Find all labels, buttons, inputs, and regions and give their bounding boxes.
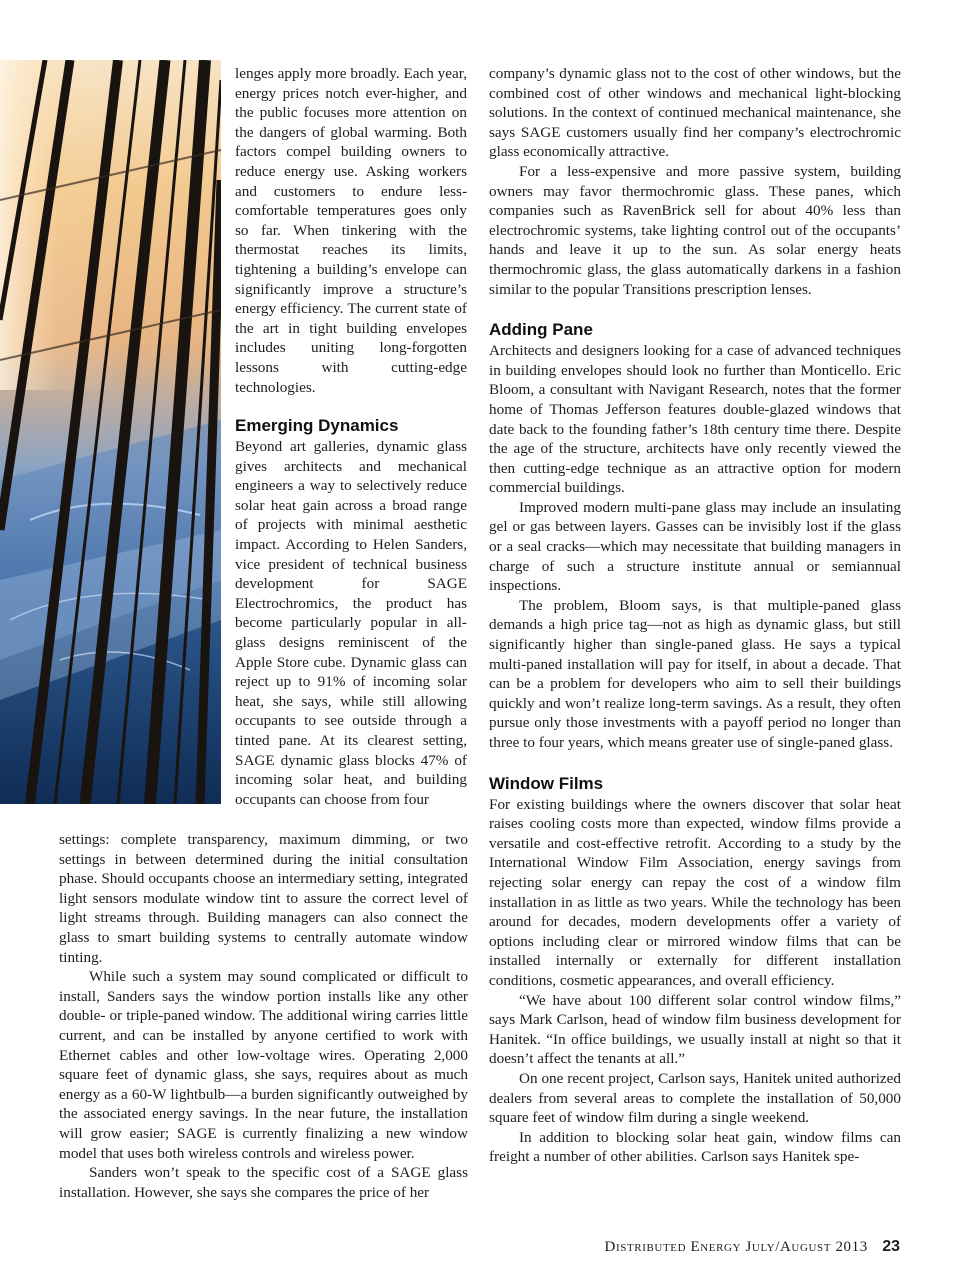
body-paragraph: Improved modern multi-pane glass may include an insulating gel or gas between layers. Gasses can be invisibly lost if the glass or a seal cracks—which may necessitate that building managers in charge of such a structure institute annual or semiannual inspections. bbox=[489, 498, 901, 595]
building-glass-photo bbox=[0, 60, 221, 804]
section-heading-window-films: Window Films bbox=[489, 773, 604, 793]
left-column-upper bbox=[235, 64, 467, 809]
section-heading-emerging-dynamics: Emerging Dynamics bbox=[235, 416, 399, 436]
section-heading-adding-pane: Adding Pane bbox=[489, 320, 593, 340]
publication-info: Distributed Energy July/August 2013 bbox=[604, 1239, 868, 1255]
right-column bbox=[489, 64, 901, 1167]
body-paragraph: lenges apply more broadly. Each year, energy prices notch ever-higher, and the public focuses more attention on the dangers of global warming. Both factors compel building owners to reduce energy use. Asking workers and customers to endure less-comfortable temperatures goes only so far. When tinkering with the thermostat reaches its limits, tightening a building’s envelope can significantly improve a structure’s energy efficiency. The current state of the art in tight building envelopes includes uniting long-forgotten lessons with cutting-edge technologies. bbox=[235, 65, 467, 396]
body-paragraph: “We have about 100 different solar control window films,” says Mark Carlson, head of window film business development for Hanitek. “In office buildings, we usually install at night so that it doesn’t affect the tenants at all.” bbox=[489, 991, 901, 1068]
body-paragraph: While such a system may sound complicated or difficult to install, Sanders says the window portion installs like any other double- or triple-paned window. The additional wiring carries little current, and can be installed by anyone certified to work with Ethernet cables and other low-voltage wires. Operating 2,000 square feet of dynamic glass, she says, requires about as much energy as a 60-W lightbulb—a burden significantly outweighed by the associated energy savings. In the near future, the installation will grow easier; SAGE is currently finalizing a new window model that uses both wireless controls and wireless power. bbox=[59, 968, 468, 1162]
left-column-lower bbox=[59, 830, 468, 1202]
body-paragraph: For existing buildings where the owners discover that solar heat raises cooling costs more than expected, window films provide a versatile and cost-effective retrofit. According to a study by the International Window Film Association, energy savings from rejecting solar energy can repay the cost of a window film installation in as little as two years. While the technology has been around for decades, modern developments offer a variety of options including clear or mirrored window films that can be installed internally or externally for different installation conditions, cosmetic appearances, and overall efficiency. bbox=[489, 795, 901, 989]
body-paragraph: Sanders won’t speak to the specific cost of a SAGE glass installation. However, she says she compares the price of her bbox=[59, 1164, 468, 1201]
body-paragraph: Beyond art galleries, dynamic glass gives architects and mechanical engineers a way to selectively reduce solar heat gain across a broad range of projects with minimal aesthetic impact. According to Helen Sanders, vice president of technical business development for SAGE Electrochromics, the product has become particularly popular in all-glass designs reminiscent of the Apple Store cube. Dynamic glass can reject up to 91% of incoming solar heat, she says, while still allowing occupants to see outside through a tinted pane. At its clearest setting, SAGE dynamic glass blocks 47% of incoming solar heat, and building occupants can choose from four bbox=[235, 438, 467, 808]
body-paragraph: For a less-expensive and more passive system, building owners may favor thermochromic glass. These panes, which companies such as RavenBrick sell for about 40% less than electrochromic systems, take lighting control out of the occupants’ hands and leave it up to the sun. As solar energy heats thermochromic glass, the glass automatically darkens in a fashion similar to the popular Transitions prescription lenses. bbox=[489, 162, 901, 298]
body-paragraph: On one recent project, Carlson says, Hanitek united authorized dealers from several areas to complete the installation of 50,000 square feet of window film during a single weekend. bbox=[489, 1069, 901, 1127]
body-paragraph: The problem, Bloom says, is that multiple-paned glass demands a high price tag—not as high as dynamic glass, but still significantly higher than single-paned glass. He says a typical multi-paned installation will pay for itself, in about a decade. That can be a problem for developers who aim to sell their buildings quickly and won’t realize long-term savings. As a result, they often pursue only those investments with a payoff period no longer than three to four years, which means greater use of single-paned glass. bbox=[489, 596, 901, 751]
page-footer bbox=[605, 1238, 900, 1256]
body-paragraph: Architects and designers looking for a case of advanced techniques in building envelopes should look no further than Monticello. Eric Bloom, a consultant with Navigant Research, notes that the former home of Thomas Jefferson features double-glazed windows that date back to the founding father’s 18th century time there. Despite the age of the structure, architects have only recently viewed the then cutting-edge technique as an attractive option for modern commercial buildings. bbox=[489, 342, 901, 497]
body-paragraph: In addition to blocking solar heat gain, window films can freight a number of other abilities. Carlson says Hanitek spe- bbox=[489, 1128, 901, 1166]
body-paragraph: company’s dynamic glass not to the cost of other windows, but the combined cost of other windows and mechanical light-blocking solutions. In the context of continued mechanical maintenance, she says SAGE customers usually find her company’s electrochromic glass economically attractive. bbox=[489, 65, 901, 161]
body-paragraph: settings: complete transparency, maximum dimming, or two settings in between determined during the initial consultation phase. Should occupants choose an intermediary setting, integrated light sensors modulate window tint to assure the correct level of light streams through. Building managers can also connect the glass to smart building systems to centrally automate window tinting. bbox=[59, 831, 468, 966]
page-number: 23 bbox=[882, 1238, 900, 1255]
